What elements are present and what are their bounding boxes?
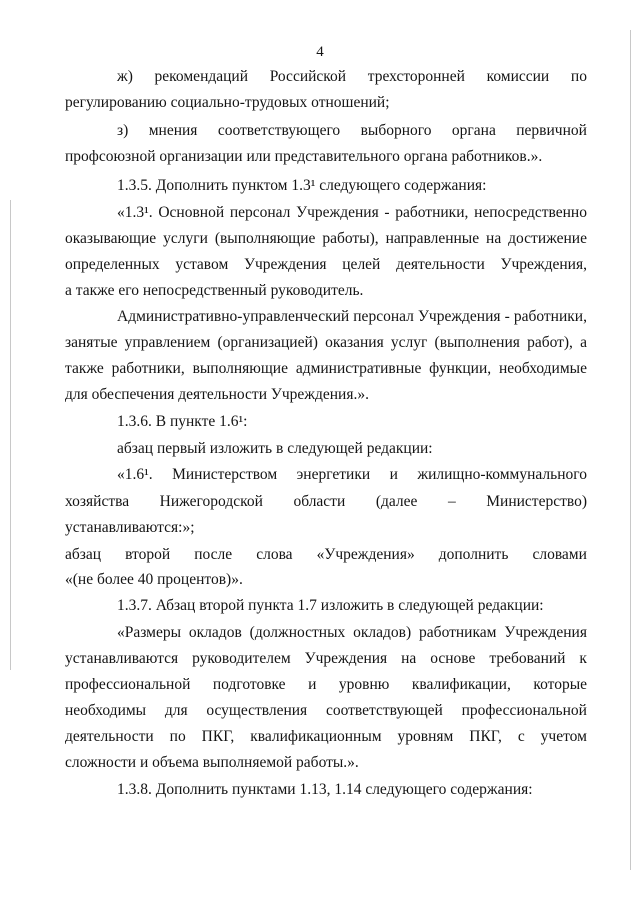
word: услуги [163,230,208,247]
text-line [117,203,587,223]
word: рекомендаций [154,68,249,85]
word: занятые [65,334,118,351]
word: непосредственно [474,204,587,221]
word: также [65,360,104,377]
text-line: 1.3.8. Дополнить пунктами 1.13, 1.14 следующего содержания: [117,781,533,798]
text-line: регулированию социально-трудовых отношений; [65,94,390,111]
word: профессиональной [461,702,587,719]
word: административные [295,360,422,377]
word: устанавливаются [65,650,179,667]
word: работ), [527,334,573,351]
word: и [389,466,398,483]
word: энергетики [296,466,371,483]
word: осуществления [206,702,308,719]
word: первичной [516,122,587,139]
word: области [293,493,346,510]
word: подготовке [212,676,286,693]
word: мнения [148,122,198,139]
word: Учреждения [296,204,379,221]
word: жилищно-коммунального [417,466,587,483]
word: функции, [429,360,492,377]
word: определенных [65,256,160,273]
word: достижение [508,230,587,247]
word: оказания [325,334,384,351]
word: профессиональной [65,676,191,693]
word: (организацией) [217,334,318,351]
word: для [164,702,188,719]
word: Учреждения [243,256,327,273]
word: работники, [111,360,185,377]
word: второй [125,546,171,563]
text-line [65,492,587,512]
word: - [504,308,510,325]
word: Основной [158,204,225,221]
word: Учреждения [417,308,501,325]
text-line: 1.3.6. В пункте 1.6¹: [117,413,248,430]
word: дополнить [438,546,509,563]
word: соответствующей [325,702,443,719]
word: Учреждения, [500,256,587,273]
page-number: 4 [316,44,324,60]
word: на [486,230,502,247]
text-line [65,545,587,565]
text-line [117,121,587,141]
word: соответствующего [217,122,341,139]
word: а [580,334,587,351]
word: квалификационным [250,728,382,745]
word: на [401,650,417,667]
word: органа [451,122,496,139]
text-line: профсоюзной организации или представительного органа работников.». [65,148,543,165]
word: Министерство) [486,493,587,510]
word: деятельности [65,728,154,745]
word: учетом [540,728,587,745]
text-line: 1.3.7. Абзац второй пункта 1.7 изложить в следующей редакции: [117,597,544,614]
word: к [579,650,587,667]
word: оказывающие [65,230,157,247]
word: (выполняющие [214,230,316,247]
word: – [447,493,456,510]
text-line [65,675,587,695]
word: необходимы [65,702,147,719]
word: Административно-управленческий [117,308,350,325]
word: уставом [175,256,229,273]
text-line [117,465,587,485]
word: квалификации, [411,676,511,693]
word: Российской [269,68,347,85]
word: «Учреждения» [316,546,415,563]
word: ПКГ, [201,728,235,745]
word: окладов) [353,624,412,641]
text-line: для обеспечения деятельности Учреждения.». [65,386,369,403]
text-line: а также его непосредственный руководитель. [65,282,364,299]
word: по [570,68,587,85]
word: и [308,676,317,693]
word: «Размеры [117,624,182,641]
word: (выполнения [434,334,520,351]
word: ПКГ, [469,728,502,745]
text-line [65,333,587,353]
word: уровню [338,676,390,693]
word: требований [489,650,566,667]
word: окладов [188,624,242,641]
text-line: 1.3.5. Дополнить пунктом 1.3¹ следующего содержания: [117,177,487,194]
word: (должностных [249,624,346,641]
text-line: устанавливаются:»; [65,519,195,536]
word: слова [256,546,293,563]
text-line: сложности и объема выполняемой работы.». [65,754,359,771]
text-line [65,229,587,249]
text-line [65,701,587,721]
word: персонал [229,204,291,221]
text-line [65,359,587,379]
text-line [65,255,587,275]
word: Министерством [172,466,278,483]
text-line: «(не более 40 процентов)». [65,571,243,588]
word: руководителем [192,650,291,667]
word: управлением [124,334,211,351]
word: работы), [322,230,379,247]
word: ж) [117,68,133,85]
word: направленные [385,230,480,247]
word: трехсторонней [367,68,465,85]
word: абзац [65,546,102,563]
text-line [117,307,587,327]
word: Учреждения [504,624,587,641]
word: с [517,728,525,745]
word: (далее [375,493,418,510]
word: работники, [513,308,587,325]
word: «1.6¹. [117,466,153,483]
text-line [65,727,587,747]
text-line: абзац первый изложить в следующей редакции: [117,440,433,457]
word: которые [533,676,587,693]
word: выборного [360,122,432,139]
word: Учреждения [304,650,388,667]
word: деятельности [396,256,485,273]
word: работникам [419,624,497,641]
scan-edge-line [10,200,11,670]
word: словами [532,546,587,563]
word: Нижегородской [159,493,263,510]
text-line [117,623,587,643]
word: уровням [397,728,454,745]
word: услуг [390,334,428,351]
word: по [169,728,186,745]
word: з) [117,122,129,139]
word: после [194,546,233,563]
word: хозяйства [65,493,130,510]
text-line [117,67,587,87]
word: выполняющие [192,360,288,377]
word: комиссии [486,68,550,85]
word: «1.3¹. [117,204,153,221]
word: работники, [395,204,469,221]
scan-edge-line [630,30,631,870]
text-line [65,649,587,669]
word: - [384,204,390,221]
word: персонал [353,308,414,325]
word: целей [342,256,381,273]
word: необходимые [498,360,587,377]
word: основе [430,650,476,667]
